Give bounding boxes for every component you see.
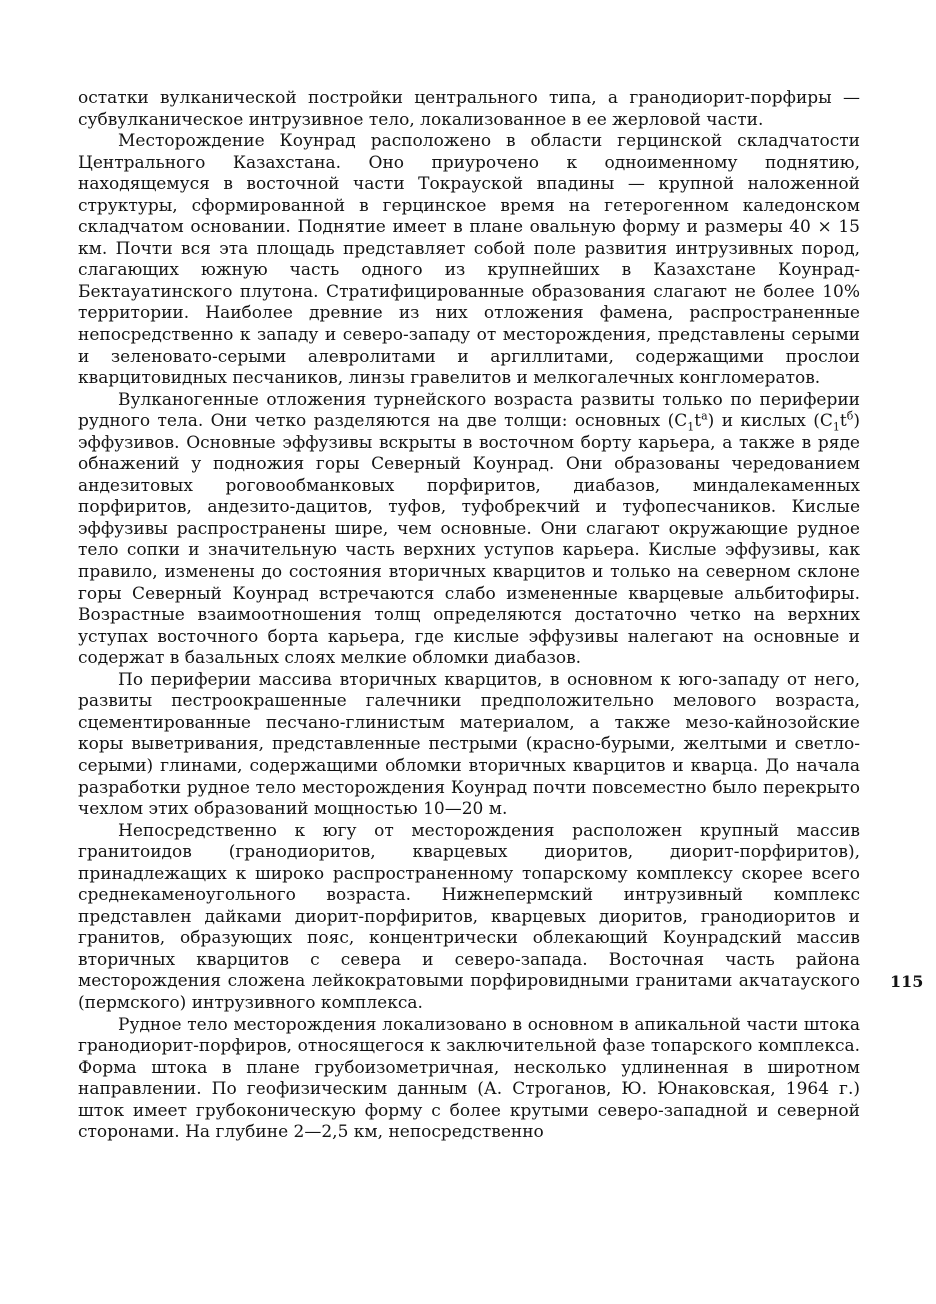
page-number: 115 [890, 972, 924, 991]
page-body [78, 88, 924, 1144]
paragraph-6: Рудное тело месторождения локализовано в основном в апикальной части штока гранодиорит-порфиров, относящегося к заключительной фазе топарского комплекса. Форма штока в плане грубоизометричная, несколько удлиненная в широтном направлении. По геофизическим данным (А. Строганов, Ю. Юнаковская, 1964 г.) шток имеет грубоконическую форму с более крутыми северо-западной и северной сторонами. На глубине 2—2,5 км, непосредственно [78, 1014, 860, 1143]
paragraph-3-part-2: ) и кислых (C [707, 411, 833, 432]
subscript-2: 1 [832, 420, 840, 434]
paragraph-3-letter-t2: t [839, 411, 847, 432]
paragraph-5: Непосредственно к югу от месторождения расположен крупный массив гранитоидов (гранодиоритов, кварцевых диоритов, диорит-порфиритов), принадлежащих к широко распространенному топарскому комплексу скорее всего среднекаменоугольного возраста. Нижнепермский интрузивный комплекс представлен дайками диорит-порфиритов, кварцевых диоритов, гранодиоритов и гранитов, образующих пояс, концентрически облекающий Коунрадский массив вторичных кварцитов с севера и северо-запада. Восточная часть района месторождения сложена лейкократовыми порфировидными гранитами акчатауского (пермского) интрузивного комплекса. [78, 820, 860, 1013]
paragraph-3-part-3: ) эффузивов. Основные эффузивы вскрыты в восточном борту карьера, а также в ряде обнажений у подножия горы Северный Коунрад. Они образованы чередованием андезитовых роговообманковых порфиритов, диабазов, миндалекаменных порфиритов, андезито-дацитов, туфов, туфобрекчий и туфопесчаников. Кислые эффузивы распространены шире, чем основные. Они слагают окружающие рудное тело сопки и значительную часть верхних уступов карьера. Кислые эффузивы, как правило, изменены до состояния вторичных кварцитов и только на северном склоне горы Северный Коунрад встречаются слабо измененные кварцевые альбитофиры. Возрастные взаимоотношения толщ определяются достаточно четко на верхних уступах восточного борта карьера, где кислые эффузивы налегают на основные и содержат в базальных слоях мелкие обломки диабазов. [78, 411, 860, 669]
superscript-b: б [846, 409, 854, 423]
paragraph-4: По периферии массива вторичных кварцитов, в основном к юго-западу от него, развиты пестроокрашенные галечники предположительно мелового возраста, сцементированные песчано-глинистым материалом, а также мезо-кайнозойские коры выветривания, представленные пестрыми (красно-бурыми, желтыми и светло-серыми) глинами, содержащими обломки вторичных кварцитов и кварца. До начала разработки рудное тело месторождения Коунрад почти повсеместно было перекрыто чехлом этих образований мощностью 10—20 м. [78, 669, 860, 820]
paragraph-1: остатки вулканической постройки центрального типа, а гранодиорит-порфиры — субвулканическое интрузивное тело, локализованное в ее жерловой части. [78, 88, 860, 130]
superscript-a: a [701, 409, 708, 423]
subscript-1: 1 [687, 420, 695, 434]
paragraph-2: Месторождение Коунрад расположено в области герцинской складчатости Центрального Казахстана. Оно приурочено к одноименному поднятию, находящемуся в восточной части Токрауской впадины — крупной наложенной структуры, сформированной в герцинское время на гетерогенном каледонском складчатом основании. Поднятие имеет в плане овальную форму и размеры 40 × 15 км. Почти вся эта площадь представляет собой поле развития интрузивных пород, слагающих южную часть одного из крупнейших в Казахстане Коунрад-Бектауатинского плутона. Стратифицированные образования слагают не более 10% территории. Наиболее древние из них отложения фамена, распространенные непосредственно к западу и северо-западу от месторождения, представлены серыми и зеленовато-серыми алевролитами и аргиллитами, содержащими прослои кварцитовидных песчаников, линзы гравелитов и мелкогалечных конгломератов. [78, 131, 860, 389]
paragraph-3-part-1: Вулканогенные отложения турнейского возраста развиты только по периферии рудного тела. Они четко разделяются на две толщи: основных (C [78, 389, 860, 432]
paragraph-3 [78, 390, 860, 670]
paragraph-3-letter-t1: t [694, 411, 702, 432]
